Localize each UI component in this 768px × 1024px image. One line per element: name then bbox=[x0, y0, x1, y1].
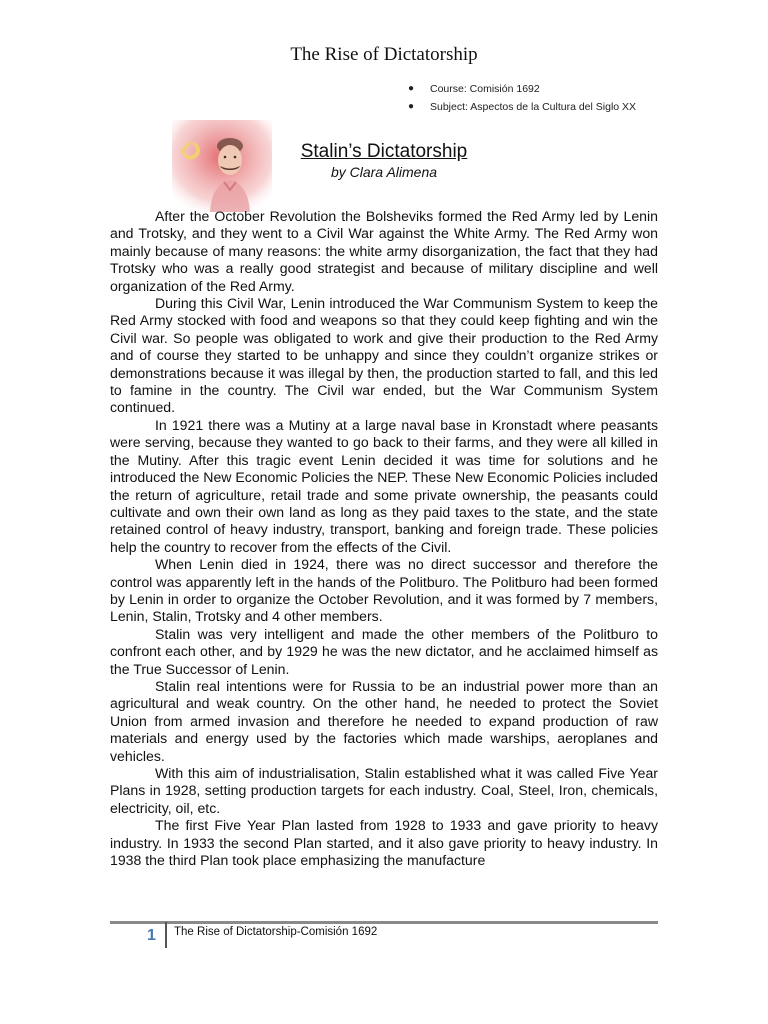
page-number: 1 bbox=[147, 927, 156, 944]
bullet-icon: ● bbox=[408, 101, 415, 112]
paragraph: In 1921 there was a Mutiny at a large naval base in Kronstadt where peasants were serving, because they wanted to go back to their farms, and they were all killed in the Mutiny. After this tragic event Lenin decided it was time for solutions and he introduced the New Economic Policies the NEP. These New Economic Policies included the return of agriculture, retail trade and some private ownership, the peasants could cultivate and own their own land as long as they paid taxes to the state, and the state retained control of heavy industry, transport, banking and foreign trade. These policies help the country to recover from the effects of the Civil. bbox=[110, 416, 658, 555]
footer-text: The Rise of Dictatorship-Comisión 1692 bbox=[174, 926, 378, 938]
meta-item-course bbox=[408, 80, 636, 98]
paragraph: Stalin real intentions were for Russia to be an industrial power more than an agricultural and weak country. On the other hand, he needed to protect the Soviet Union from armed invasion and therefore he needed to expand production of raw materials and energy used by the factories which made warships, aeroplanes and vehicles. bbox=[110, 677, 658, 764]
document-header-title: The Rise of Dictatorship bbox=[290, 44, 478, 65]
course-label: Course: Comisión 1692 bbox=[430, 83, 540, 95]
paragraph: After the October Revolution the Bolsheviks formed the Red Army led by Lenin and Trotsky, and they went to a Civil War against the White Army. The Red Army won mainly because of many reasons: the white army disorganization, the fact that they had Trotsky who was a really good strategist and because of military discipline and well organization of the Red Army. bbox=[110, 208, 658, 294]
paragraph: Stalin was very intelligent and made the other members of the Politburo to confront each other, and by 1929 he was the new dictator, and he acclaimed himself as the True Successor of Lenin. bbox=[110, 625, 658, 677]
article-byline: by Clara Alimena bbox=[330, 164, 438, 180]
subject-label: Subject: Aspectos de la Cultura del Siglo XX bbox=[430, 101, 637, 113]
paragraph: The first Five Year Plan lasted from 1928 to 1933 and gave priority to heavy industry. In 1933 the second Plan started, and it also gave priority to heavy industry. In 1938 the third Plan took place emphasizing the manufacture bbox=[110, 817, 658, 869]
paragraph: When Lenin died in 1924, there was no direct successor and therefore the control was apparently left in the hands of the Politburo. The Politburo had been formed by Lenin in order to organize the October Revolution, and it was formed by 7 members, Lenin, Stalin, Trotsky and 4 other members. bbox=[110, 556, 658, 625]
footer-vertical-divider bbox=[165, 922, 167, 948]
course-meta-list bbox=[408, 80, 636, 116]
footer-divider bbox=[110, 921, 658, 924]
bullet-icon: ● bbox=[408, 83, 415, 94]
meta-item-subject bbox=[408, 98, 636, 116]
paragraph: With this aim of industrialisation, Stalin established what it was called Five Year Plans in 1928, setting production targets for each industry. Coal, Steel, Iron, chemicals, electricity, oil, etc. bbox=[110, 765, 658, 816]
article-title: Stalin’s Dictatorship bbox=[300, 141, 468, 162]
article-body bbox=[110, 208, 658, 869]
paragraph: During this Civil War, Lenin introduced the War Communism System to keep the Red Army stocked with food and weapons so that they could keep fighting and win the Civil war. So people was obligated to work and give their production to the Red Army and of course they started to be unhappy and since they couldn’t organize strikes or demonstrations because it was illegal by then, the production started to fall, and this led to famine in the country. The Civil war ended, but the War Communism System continued. bbox=[110, 295, 658, 416]
